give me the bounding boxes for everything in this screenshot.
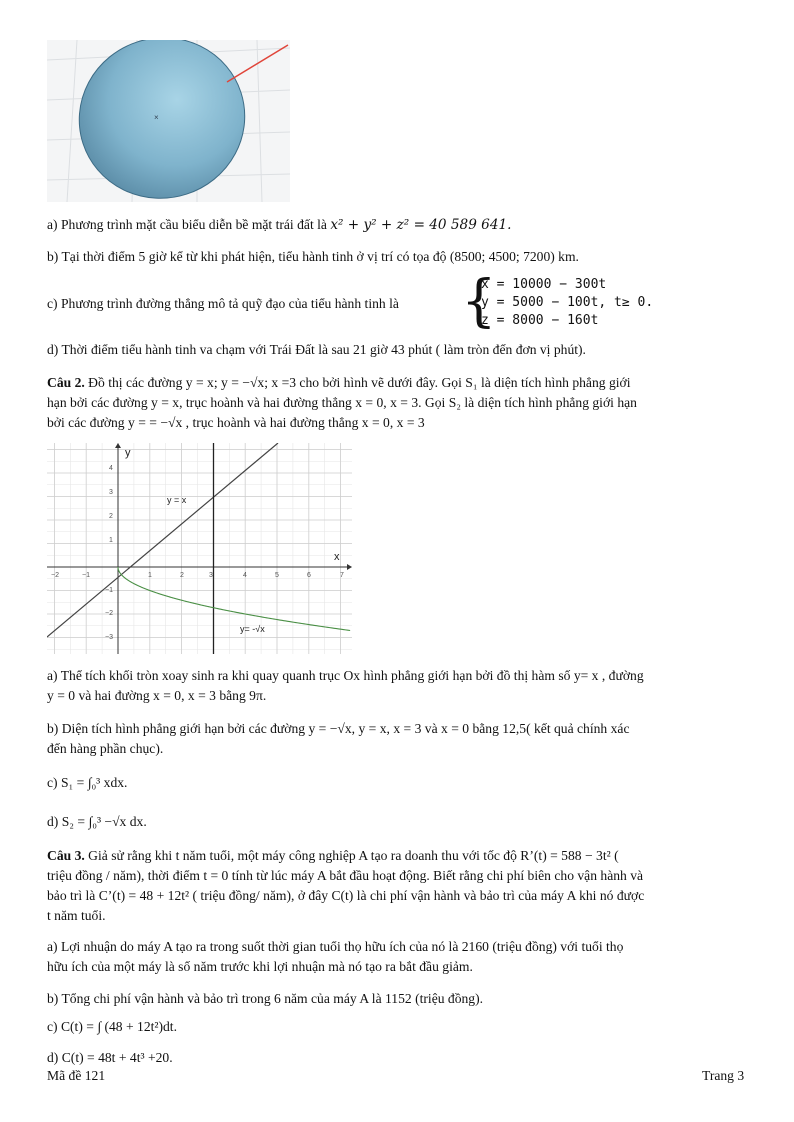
q1-option-d: d) Thời điểm tiểu hành tinh va chạm với Trái Đất là sau 21 giờ 43 phút ( làm tròn đến đơn vị phút). (47, 342, 586, 357)
y-tick-label: 4 (109, 465, 113, 472)
q3-option-a-2: hữu ích của một máy là số năm trước khi lợi nhuận mà nó tạo ra bắt đầu giảm. (47, 959, 473, 974)
x-tick-label: 5 (275, 572, 279, 579)
system-line-2: y = 5000 − 100t, t≥ 0. (481, 295, 654, 310)
q1-option-c: c) Phương trình đường thẳng mô tả quỹ đạo của tiểu hành tinh là (47, 296, 399, 311)
q3-option-c: c) C(t) = ∫ (48 + 12t²)dt. (47, 1019, 177, 1034)
q3-option-b: b) Tổng chi phí vận hành và bảo trì trong 6 năm của máy A là 1152 (triệu đồng). (47, 991, 484, 1006)
curve-label: y= -√x (240, 624, 265, 634)
q3-intro-4: t năm tuổi. (47, 908, 106, 923)
x-tick-label: 3 (209, 572, 213, 579)
q1-option-a: a) Phương trình mặt cầu biểu diễn bề mặt trái đất là x² + y² + z² = 40 589 641. (47, 217, 512, 233)
q3-option-a-1: a) Lợi nhuận do máy A tạo ra trong suốt thời gian tuổi thọ hữu ích của nó là 2160 (triệu đồng) với tuổi thọ (47, 939, 624, 954)
y-tick-label: −3 (105, 634, 113, 641)
q2-option-d: d) S₂ = ∫₀³ −√x dx. (47, 814, 147, 829)
exam-code: Mã đề 121 (47, 1068, 106, 1083)
q2-intro-1: Câu 2. Đồ thị các đường y = x; y = −√x; x =3 cho bởi hình vẽ dưới đây. Gọi S₁ là diện tích hình phẳng giới (47, 375, 631, 390)
y-tick-label: 1 (109, 537, 113, 544)
function-graph (47, 443, 352, 654)
y-tick-label: 3 (109, 489, 113, 496)
q3-intro-1: Câu 3. Giả sử rằng khi t năm tuổi, một máy công nghiệp A tạo ra doanh thu với tốc độ R’(t) = 588 − 3t² ( (47, 848, 619, 863)
y-tick-label: 2 (109, 513, 113, 520)
q1-option-b: b) Tại thời điểm 5 giờ kể từ khi phát hiện, tiểu hành tinh ở vị trí có tọa độ (8500; 4500; 7200) km. (47, 249, 579, 264)
x-tick-label: −2 (51, 572, 59, 579)
system-line-3: z = 8000 − 160t (481, 313, 599, 328)
system-line-1: x = 10000 − 300t (481, 277, 607, 292)
q2-intro-3: bởi các đường y = = −√x , trục hoành và hai đường thẳng x = 0, x = 3 (47, 415, 425, 430)
sphere-figure (47, 40, 290, 202)
y-axis-label: y (125, 447, 131, 459)
x-tick-label: 7 (340, 572, 344, 579)
y-tick-label: −2 (105, 610, 113, 617)
system-brace: { (461, 269, 497, 334)
svg-text:×: × (154, 113, 159, 122)
q3-intro-2: triệu đồng / năm), thời điểm t = 0 tính từ lúc máy A bắt đầu hoạt động. Biết rằng chi phí biên cho vận hành và (47, 868, 644, 883)
line-label: y = x (167, 495, 187, 505)
q2-intro-2: hạn bởi các đường y = x, trục hoành và hai đường thẳng x = 0, x = 3. Gọi S₂ là diện tích hình phẳng giới hạn (47, 395, 637, 410)
q2-option-a-1: a) Thể tích khối tròn xoay sinh ra khi quay quanh trục Ox hình phẳng giới hạn bởi đồ thị hàm số y= x , đường (47, 668, 644, 683)
x-tick-label: 2 (180, 572, 184, 579)
x-tick-label: −1 (82, 572, 90, 579)
q2-option-c: c) S₁ = ∫₀³ xdx. (47, 775, 128, 790)
q3-intro-3: bảo trì là C’(t) = 48 + 12t² ( triệu đồng/ năm), ở đây C(t) là chi phí vận hành và bảo trì của máy A khi nó được (47, 888, 645, 903)
q3-option-d: d) C(t) = 48t + 4t³ +20. (47, 1050, 173, 1065)
y-tick-label: −1 (105, 587, 113, 594)
q2-option-b-2: đến hàng phần chục). (47, 741, 164, 756)
q2-option-b-1: b) Diện tích hình phẳng giới hạn bởi các đường y = −√x, y = x, x = 3 và x = 0 bằng 12,5( kết quả chính xác (47, 721, 630, 736)
x-tick-label: 1 (148, 572, 152, 579)
x-tick-label: 6 (307, 572, 311, 579)
x-tick-label: 4 (243, 572, 247, 579)
q2-option-a-2: y = 0 và hai đường x = 0, x = 3 bằng 9π. (47, 688, 267, 703)
x-axis-label: x (334, 551, 340, 563)
page-number: Trang 3 (702, 1068, 745, 1083)
